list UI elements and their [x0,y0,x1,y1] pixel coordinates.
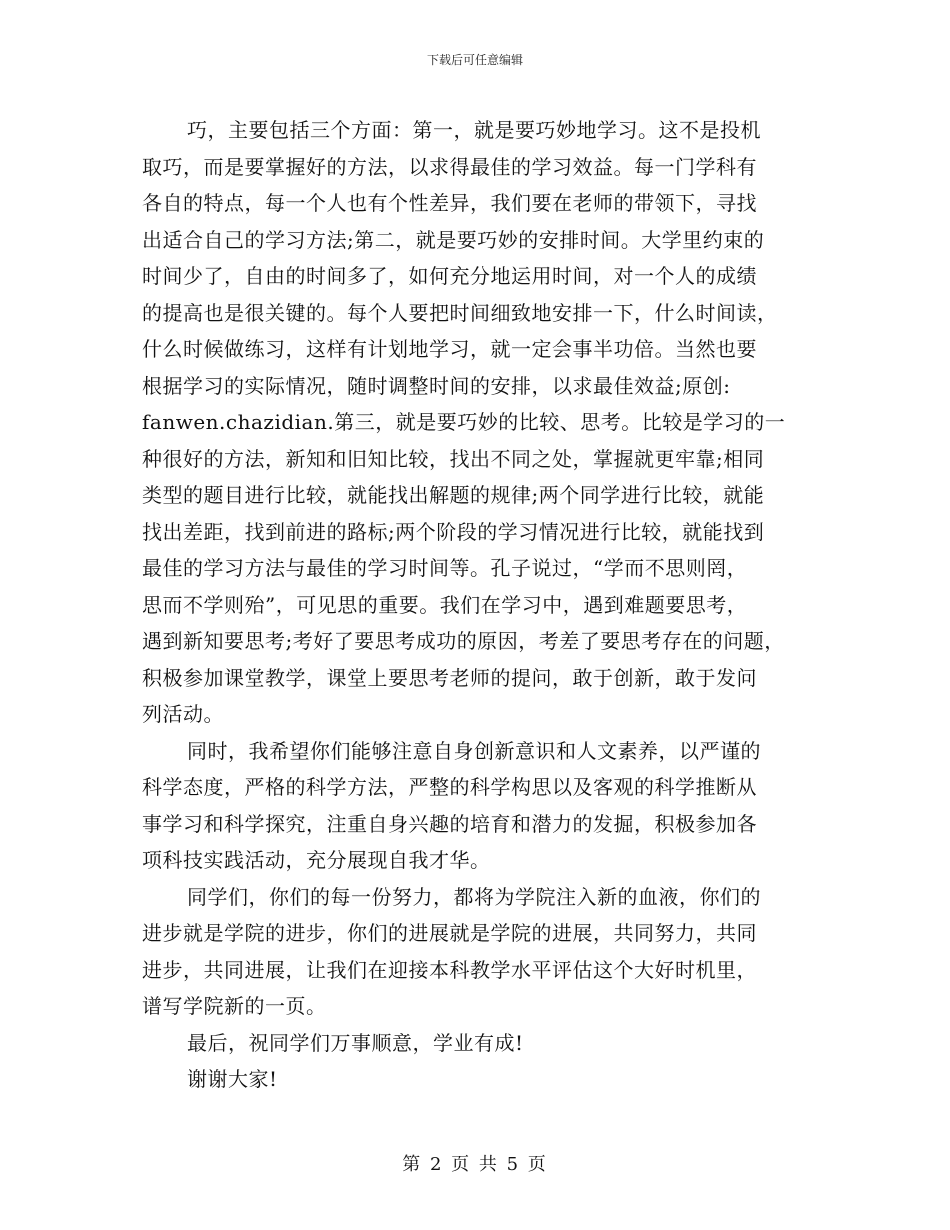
text-line: 事学习和科学探究，注重自身兴趣的培育和潜力的发掘，积极参加各 [142,811,757,836]
text-line: 巧，主要包括三个方面：第一，就是要巧妙地学习。这不是投机 [187,118,761,142]
text-line: 的提高也是很关键的。每个人要把时间细致地安排一下，什么时间读， [142,300,778,325]
text-line: 取巧，而是要掌握好的方法，以求得最佳的学习效益。每一门学科有 [142,154,757,179]
page-number: 第 2 页 共 5 页 [402,1154,548,1175]
text-line: 各自的特点，每一个人也有个性差异，我们要在老师的带领下，寻找 [142,191,757,215]
text-line: 同学们，你们的每一份努力，都将为学院注入新的血液，你们的 [187,884,761,909]
text-line: 进步，共同进展，让我们在迎接本科教学水平评估这个大好时机里， [142,957,757,982]
text-line: 思而不学则殆”，可见思的重要。我们在学习中，遇到难题要思考， [142,592,748,617]
text-line: 什么时候做练习，这样有计划地学习，就一定会事半功倍。当然也要 [142,337,757,361]
text-line: 积极参加课堂教学，课堂上要思考老师的提问，敢于创新，敢于发问 [142,665,757,690]
page-header-note: 下载后可任意编辑 [426,53,523,67]
document-body [142,112,817,1098]
text-line: 类型的题目进行比较，就能找出解题的规律;两个同学进行比较，就能 [142,483,765,507]
text-line: 谢谢大家! [187,1067,278,1091]
text-line: 列活动。 [142,702,224,726]
text-line: 找出差距，找到前进的路标;两个阶段的学习情况进行比较，就能找到 [142,519,765,544]
text-line: 最后，祝同学们万事顺意，学业有成! [187,1030,524,1055]
text-line: 同时，我希望你们能够注意自身创新意识和人文素养，以严谨的 [187,738,761,763]
text-line: 进步就是学院的进步，你们的进展就是学院的进展，共同努力，共同 [142,921,757,945]
text-line: 出适合自己的学习方法;第二，就是要巧妙的安排时间。大学里约束的 [142,227,765,252]
text-line: 时间少了，自由的时间多了，如何充分地运用时间，对一个人的成绩 [142,264,757,288]
text-line: 科学态度，严格的科学方法，严整的科学构思以及客观的科学推断从 [142,775,757,799]
text-line: 谱写学院新的一页。 [142,994,327,1018]
text-line: 遇到新知要思考;考好了要思考成功的原因，考差了要思考存在的问题， [142,629,785,653]
text-line: 根据学习的实际情况，随时调整时间的安排，以求最佳效益;原创: [142,373,731,398]
text-line: fanwen.chazidian.第三，就是要巧妙的比较、思考。比较是学习的一 [142,410,786,434]
text-line: 项科技实践活动，充分展现自我才华。 [142,848,491,872]
text-line: 最佳的学习方法与最佳的学习时间等。孔子说过，“学而不思则罔， [142,556,748,580]
text-line: 种很好的方法，新知和旧知比较，找出不同之处，掌握就更牢靠;相同 [142,446,765,471]
